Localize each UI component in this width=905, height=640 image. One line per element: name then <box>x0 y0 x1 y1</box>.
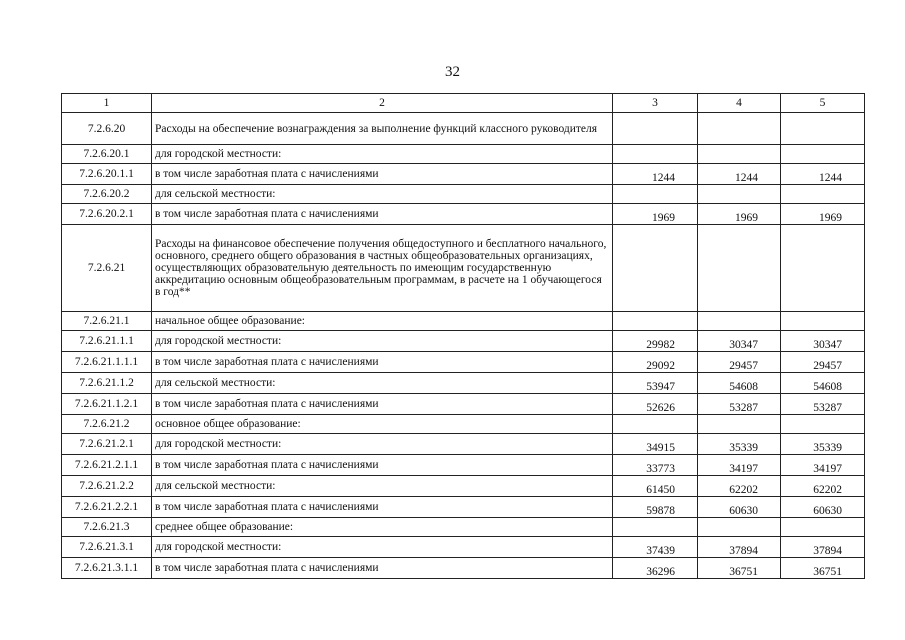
row-code: 7.2.6.21.3.1.1 <box>62 558 152 579</box>
row-description: для городской местности: <box>152 434 613 455</box>
row-value-col4 <box>698 145 781 164</box>
row-value-col3 <box>613 145 698 164</box>
row-value-col4: 29457 <box>698 352 781 373</box>
row-description: начальное общее образование: <box>152 312 613 331</box>
row-code: 7.2.6.21.1.2 <box>62 373 152 394</box>
row-value-col5: 1244 <box>781 164 865 185</box>
row-value-col4: 1244 <box>698 164 781 185</box>
row-code: 7.2.6.20.2.1 <box>62 204 152 225</box>
row-value-col5 <box>781 225 865 312</box>
row-value-col3 <box>613 518 698 537</box>
row-value-col5: 35339 <box>781 434 865 455</box>
row-value-col3: 61450 <box>613 476 698 497</box>
table-row <box>62 394 865 415</box>
table-row <box>62 434 865 455</box>
row-value-col4 <box>698 113 781 145</box>
row-value-col3 <box>613 225 698 312</box>
row-value-col4: 62202 <box>698 476 781 497</box>
row-code: 7.2.6.21 <box>62 225 152 312</box>
table-row <box>62 352 865 373</box>
row-description: Расходы на финансовое обеспечение получения общедоступного и бесплатного начального, основного, среднего общего образования в частных общеобразовательных организациях, осуществляющих образовательную деятельность по имеющим государственную аккредитацию основным общеобразовательным программам, в расчете на 1 обучающегося в год** <box>152 225 613 312</box>
table-row <box>62 113 865 145</box>
table-row <box>62 558 865 579</box>
row-value-col4 <box>698 225 781 312</box>
column-header-3: 3 <box>613 94 698 113</box>
table-row <box>62 455 865 476</box>
row-value-col3: 34915 <box>613 434 698 455</box>
row-code: 7.2.6.21.2.1.1 <box>62 455 152 476</box>
row-code: 7.2.6.21.1.1.1 <box>62 352 152 373</box>
row-value-col4 <box>698 518 781 537</box>
row-value-col4 <box>698 415 781 434</box>
row-code: 7.2.6.21.2.1 <box>62 434 152 455</box>
row-description: в том числе заработная плата с начислениями <box>152 497 613 518</box>
row-value-col3: 37439 <box>613 537 698 558</box>
row-value-col5: 54608 <box>781 373 865 394</box>
row-value-col5 <box>781 518 865 537</box>
row-code: 7.2.6.21.2.2 <box>62 476 152 497</box>
table-row <box>62 185 865 204</box>
row-value-col4: 1969 <box>698 204 781 225</box>
row-value-col4: 30347 <box>698 331 781 352</box>
row-description: для сельской местности: <box>152 373 613 394</box>
row-description: в том числе заработная плата с начислениями <box>152 455 613 476</box>
row-description: Расходы на обеспечение вознаграждения за выполнение функций классного руководителя <box>152 113 613 145</box>
row-value-col3: 1244 <box>613 164 698 185</box>
row-code: 7.2.6.21.2 <box>62 415 152 434</box>
row-value-col5 <box>781 312 865 331</box>
row-value-col4: 53287 <box>698 394 781 415</box>
table-row <box>62 204 865 225</box>
row-description: для городской местности: <box>152 331 613 352</box>
row-code: 7.2.6.21.1 <box>62 312 152 331</box>
table-header-row <box>62 94 865 113</box>
row-value-col4: 54608 <box>698 373 781 394</box>
row-value-col5 <box>781 113 865 145</box>
row-code: 7.2.6.21.1.1 <box>62 331 152 352</box>
column-header-2: 2 <box>152 94 613 113</box>
row-value-col3: 29092 <box>613 352 698 373</box>
row-code: 7.2.6.20.1.1 <box>62 164 152 185</box>
table-row <box>62 312 865 331</box>
row-value-col3 <box>613 415 698 434</box>
row-value-col5 <box>781 145 865 164</box>
row-value-col3 <box>613 312 698 331</box>
table-row <box>62 497 865 518</box>
row-value-col3 <box>613 113 698 145</box>
row-value-col4 <box>698 185 781 204</box>
row-description: в том числе заработная плата с начислениями <box>152 558 613 579</box>
table-row <box>62 164 865 185</box>
row-value-col5: 37894 <box>781 537 865 558</box>
row-value-col3: 29982 <box>613 331 698 352</box>
row-code: 7.2.6.21.3.1 <box>62 537 152 558</box>
row-value-col4: 34197 <box>698 455 781 476</box>
row-description: в том числе заработная плата с начислениями <box>152 204 613 225</box>
row-description: среднее общее образование: <box>152 518 613 537</box>
row-value-col3: 1969 <box>613 204 698 225</box>
row-value-col5: 60630 <box>781 497 865 518</box>
row-value-col3: 53947 <box>613 373 698 394</box>
row-code: 7.2.6.20.1 <box>62 145 152 164</box>
row-description: для сельской местности: <box>152 476 613 497</box>
row-value-col5: 1969 <box>781 204 865 225</box>
row-value-col5: 53287 <box>781 394 865 415</box>
row-description: в том числе заработная плата с начислениями <box>152 164 613 185</box>
row-value-col4 <box>698 312 781 331</box>
row-value-col5 <box>781 415 865 434</box>
row-code: 7.2.6.21.2.2.1 <box>62 497 152 518</box>
row-description: в том числе заработная плата с начислениями <box>152 394 613 415</box>
row-description: для сельской местности: <box>152 185 613 204</box>
row-value-col3 <box>613 185 698 204</box>
row-value-col3: 36296 <box>613 558 698 579</box>
row-value-col3: 52626 <box>613 394 698 415</box>
row-description: для городской местности: <box>152 145 613 164</box>
column-header-5: 5 <box>781 94 865 113</box>
row-code: 7.2.6.21.3 <box>62 518 152 537</box>
table-row <box>62 537 865 558</box>
row-description: основное общее образование: <box>152 415 613 434</box>
row-value-col3: 59878 <box>613 497 698 518</box>
row-value-col3: 33773 <box>613 455 698 476</box>
data-table <box>61 93 865 579</box>
table-body <box>62 113 865 579</box>
row-value-col4: 35339 <box>698 434 781 455</box>
row-description: для городской местности: <box>152 537 613 558</box>
row-code: 7.2.6.20.2 <box>62 185 152 204</box>
table-row <box>62 518 865 537</box>
table-row <box>62 476 865 497</box>
row-code: 7.2.6.20 <box>62 113 152 145</box>
table-row <box>62 415 865 434</box>
row-value-col5 <box>781 185 865 204</box>
row-value-col5: 30347 <box>781 331 865 352</box>
column-header-1: 1 <box>62 94 152 113</box>
table-row <box>62 331 865 352</box>
row-value-col4: 37894 <box>698 537 781 558</box>
row-value-col5: 29457 <box>781 352 865 373</box>
row-description: в том числе заработная плата с начислениями <box>152 352 613 373</box>
page-number: 32 <box>445 64 460 80</box>
row-value-col4: 60630 <box>698 497 781 518</box>
row-value-col5: 34197 <box>781 455 865 476</box>
table-row <box>62 145 865 164</box>
row-value-col5: 36751 <box>781 558 865 579</box>
column-header-4: 4 <box>698 94 781 113</box>
row-value-col4: 36751 <box>698 558 781 579</box>
row-value-col5: 62202 <box>781 476 865 497</box>
row-code: 7.2.6.21.1.2.1 <box>62 394 152 415</box>
table-row <box>62 225 865 312</box>
table-row <box>62 373 865 394</box>
